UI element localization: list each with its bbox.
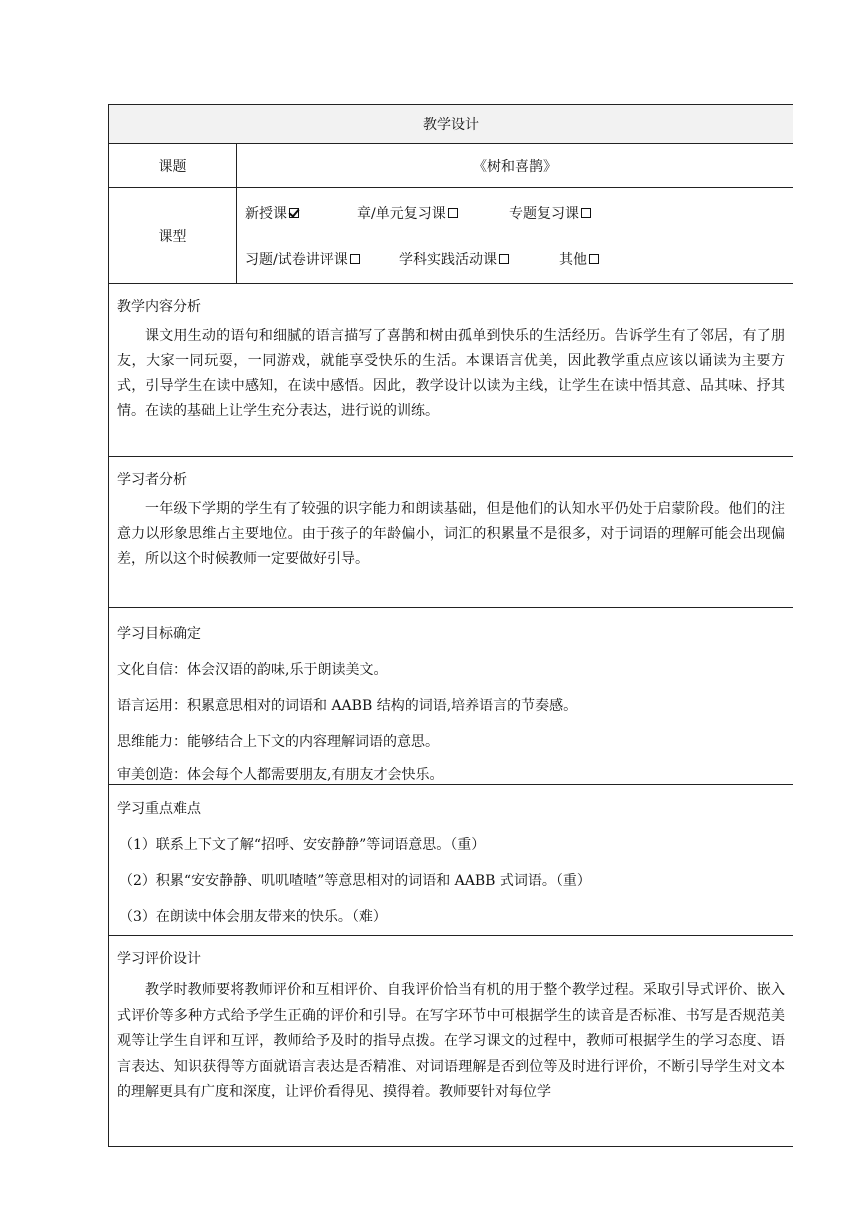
topic-row — [109, 144, 794, 188]
header-row — [109, 105, 794, 144]
option-exercise-review[interactable] — [245, 249, 399, 269]
evaluation-row — [109, 936, 794, 1147]
option-other[interactable] — [559, 249, 599, 269]
table-title: 教学设计 — [109, 105, 794, 144]
topic-value: 《树和喜鹊》 — [237, 144, 794, 188]
learner-analysis-title: 学习者分析 — [117, 472, 187, 488]
objective-aesthetic: 审美创造：体会每个人都需要朋友,有朋友才会快乐。 — [117, 767, 444, 783]
key-point-item: （3）在朗读中体会朋友带来的快乐。（难） — [119, 909, 387, 925]
evaluation-text: 教学时教师要将教师评价和互相评价、自我评价恰当有机的用于整个教学过程。采取引导式评价、嵌入式评价等多种方式给予学生正确的评价和引导。在写字环节中可根据学生的读音是否标准、书写是否规范美观等让学生自评和互评，教师给予及时的指导点拨。在学习课文的过程中，教师可根据学生的学习态度、语言表达、知识获得等方面就语言表达是否精准、对词语理解是否到位等及时进行评价，不断引导学生对文本的理解更具有广度和深度，让评价看得见、摸得着。教师要针对每位学 — [117, 982, 785, 1100]
checkbox-icon — [448, 208, 458, 218]
lesson-plan-page — [108, 104, 793, 1216]
content-analysis-row — [109, 284, 794, 457]
option-label: 学科实践活动课 — [399, 251, 497, 268]
objectives-cell — [109, 608, 794, 785]
key-points-title: 学习重点难点 — [117, 801, 201, 817]
objective-thinking: 思维能力：能够结合上下文的内容理解词语的意思。 — [117, 734, 439, 750]
checkbox-icon — [350, 254, 360, 264]
checked-box-icon — [289, 208, 299, 218]
checkbox-icon — [499, 254, 509, 264]
option-label: 其他 — [559, 251, 587, 268]
key-point-item: （2）积累“安安静静、叽叽喳喳”等意思相对的词语和 AABB 式词语。（重） — [119, 873, 591, 889]
learner-analysis-row — [109, 457, 794, 608]
lesson-plan-table — [108, 104, 793, 1147]
content-analysis-cell — [109, 284, 794, 457]
lesson-type-options-row-2 — [237, 236, 793, 282]
lesson-type-label: 课型 — [109, 188, 237, 284]
content-analysis-text: 课文用生动的语句和细腻的语言描写了喜鹊和树由孤单到快乐的生活经历。告诉学生有了邻居，有了朋友，大家一同玩耍，一同游戏，就能享受快乐的生活。本课语言优美，因此教学重点应该以诵读为主要方式，引导学生在读中感知，在读中感悟。因此，教学设计以读为主线，让学生在读中悟其意、品其味、抒其情。在读的基础上让学生充分表达，进行说的训练。 — [117, 328, 785, 419]
option-label: 习题/试卷讲评课 — [245, 251, 348, 268]
option-label: 章/单元复习课 — [357, 205, 446, 222]
learner-analysis-text: 一年级下学期的学生有了较强的识字能力和朗读基础，但是他们的认知水平仍处于启蒙阶段。他们的注意力以形象思维占主要地位。由于孩子的年龄偏小，词汇的积累量不是很多，对于词语的理解可能会出现偏差，所以这个时候教师一定要做好引导。 — [117, 501, 785, 567]
evaluation-cell — [109, 936, 794, 1147]
option-label: 专题复习课 — [509, 205, 579, 222]
content-analysis-title: 教学内容分析 — [117, 299, 201, 315]
option-label: 新授课 — [245, 205, 287, 222]
objective-language: 语言运用：积累意思相对的词语和 AABB 结构的词语,培养语言的节奏感。 — [117, 698, 578, 714]
checkbox-icon — [589, 254, 599, 264]
key-point-item: （1）联系上下文了解“招呼、安安静静”等词语意思。（重） — [119, 837, 486, 853]
lesson-type-row — [109, 188, 794, 284]
lesson-type-options — [237, 188, 794, 284]
objective-culture: 文化自信：体会汉语的韵味,乐于朗读美文。 — [117, 662, 388, 678]
option-unit-review[interactable] — [357, 203, 509, 223]
option-practice-activity[interactable] — [399, 249, 559, 269]
objectives-row — [109, 608, 794, 785]
lesson-type-options-row-1 — [237, 190, 793, 236]
objectives-title: 学习目标确定 — [117, 626, 201, 642]
key-points-row — [109, 785, 794, 936]
key-points-cell — [109, 785, 794, 936]
learner-analysis-cell — [109, 457, 794, 608]
option-topic-review[interactable] — [509, 203, 591, 223]
option-new-lesson[interactable] — [245, 203, 357, 223]
checkbox-icon — [581, 208, 591, 218]
topic-label: 课题 — [109, 144, 237, 188]
evaluation-title: 学习评价设计 — [117, 951, 201, 967]
